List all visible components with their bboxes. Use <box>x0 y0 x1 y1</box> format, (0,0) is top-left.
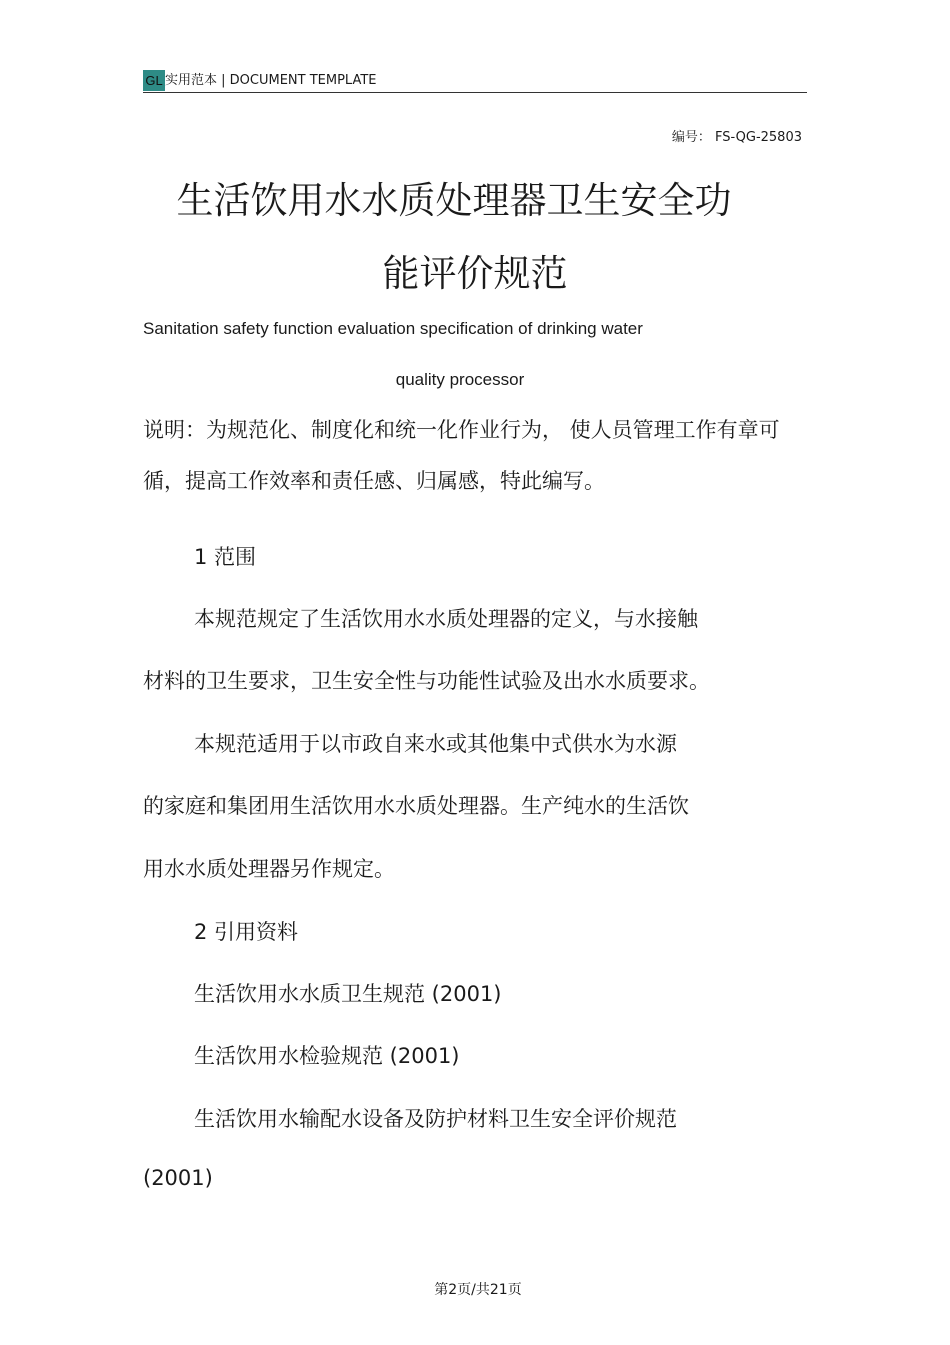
paragraph-line: 用水水质处理器另作规定。 <box>143 857 395 881</box>
page-number: 第2页/共21页 <box>434 1282 522 1298</box>
document-number: 编号： FS-QG-25803 <box>671 130 802 145</box>
reference-item: 生活饮用水检验规范 (2001) <box>194 1044 460 1068</box>
title-line-1: 生活饮用水水质处理器卫生安全功 <box>176 179 732 222</box>
section-2-heading: 2 引用资料 <box>194 920 299 944</box>
reference-item: (2001) <box>143 1166 213 1190</box>
english-title-line-2: quality processor <box>395 370 525 389</box>
document-header <box>143 70 807 93</box>
title-line-2: 能评价规范 <box>382 252 568 295</box>
reference-item: 生活饮用水水质卫生规范 (2001) <box>194 982 502 1006</box>
paragraph-line: 本规范适用于以市政自来水或其他集中式供水为水源 <box>194 732 677 756</box>
header-label: 实用范本 | DOCUMENT TEMPLATE <box>165 73 377 88</box>
paragraph-line: 材料的卫生要求，卫生安全性与功能性试验及出水水质要求。 <box>143 669 710 693</box>
section-1-heading: 1 范围 <box>194 545 257 569</box>
reference-item: 生活饮用水输配水设备及防护材料卫生安全评价规范 <box>194 1107 677 1131</box>
paragraph-line: 本规范规定了生活饮用水水质处理器的定义，与水接触 <box>194 607 698 631</box>
note-line-1: 说明：为规范化、制度化和统一化作业行为， 使人员管理工作有章可 <box>143 418 780 442</box>
english-title-line-1: Sanitation safety function evaluation specification of drinking water <box>143 319 643 338</box>
logo: GL <box>143 70 165 91</box>
note-line-2: 循，提高工作效率和责任感、归属感，特此编写。 <box>143 469 605 493</box>
paragraph-line: 的家庭和集团用生活饮用水水质处理器。生产纯水的生活饮 <box>143 794 689 818</box>
